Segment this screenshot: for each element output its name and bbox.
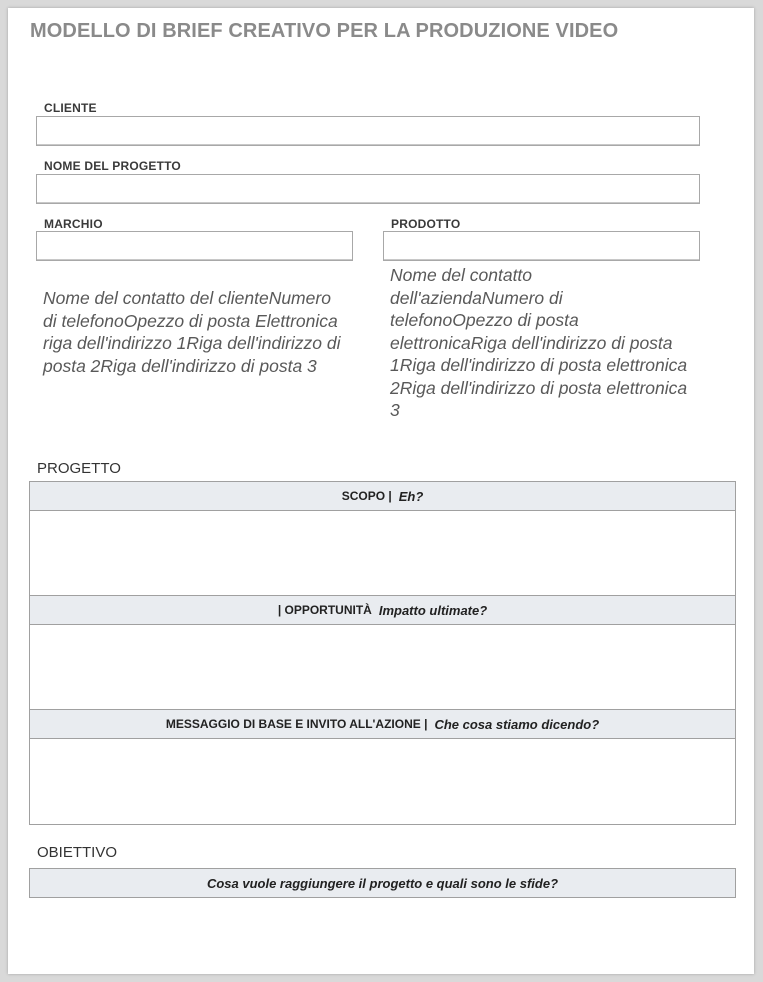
marchio-label: MARCHIO (44, 217, 103, 231)
messaggio-input-area[interactable] (30, 739, 735, 824)
nome-progetto-label: NOME DEL PROGETTO (44, 159, 181, 173)
obiettivo-label: OBIETTIVO (37, 844, 118, 861)
progetto-table (29, 481, 736, 825)
scopo-input-area[interactable] (30, 511, 735, 596)
cliente-label: CLIENTE (44, 101, 97, 115)
document-page (8, 8, 754, 974)
prodotto-label: PRODOTTO (391, 217, 461, 231)
scopo-heading: SCOPO | (341, 489, 392, 503)
scopo-question: Eh? (398, 488, 424, 504)
cliente-field[interactable] (36, 116, 700, 146)
prodotto-field[interactable] (383, 231, 700, 261)
nome-progetto-field[interactable] (36, 174, 700, 204)
messaggio-heading: MESSAGGIO DI BASE E INVITO ALL'AZIONE | (165, 717, 428, 731)
opportunita-input-area[interactable] (30, 625, 735, 710)
messaggio-question: Che cosa stiamo dicendo? (434, 716, 600, 732)
client-contact-info: Nome del contatto del clienteNumero di telefonoOpezzo di posta Elettronica riga dell'indirizzo 1Riga dell'indirizzo di posta 2Riga dell'indirizzo di posta 3 (43, 288, 341, 376)
document-title: MODELLO DI BRIEF CREATIVO PER LA PRODUZIONE VIDEO (30, 20, 619, 42)
progetto-label: PROGETTO (37, 460, 121, 477)
opportunita-header (30, 596, 735, 625)
scopo-header (30, 482, 735, 511)
opportunita-heading: | OPPORTUNITÀ (277, 603, 372, 617)
obiettivo-header (29, 868, 736, 898)
marchio-field[interactable] (36, 231, 353, 261)
obiettivo-question: Cosa vuole raggiungere il progetto e quali sono le sfide? (206, 875, 559, 891)
opportunita-question: Impatto ultimate? (378, 602, 488, 618)
messaggio-header (30, 710, 735, 739)
company-contact-info: Nome del contatto dell'aziendaNumero di telefonoOpezzo di posta elettronicaRiga dell'indirizzo di posta 1Riga dell'indirizzo di posta elettronica 2Riga dell'indirizzo di posta elettronica 3 (390, 265, 688, 420)
